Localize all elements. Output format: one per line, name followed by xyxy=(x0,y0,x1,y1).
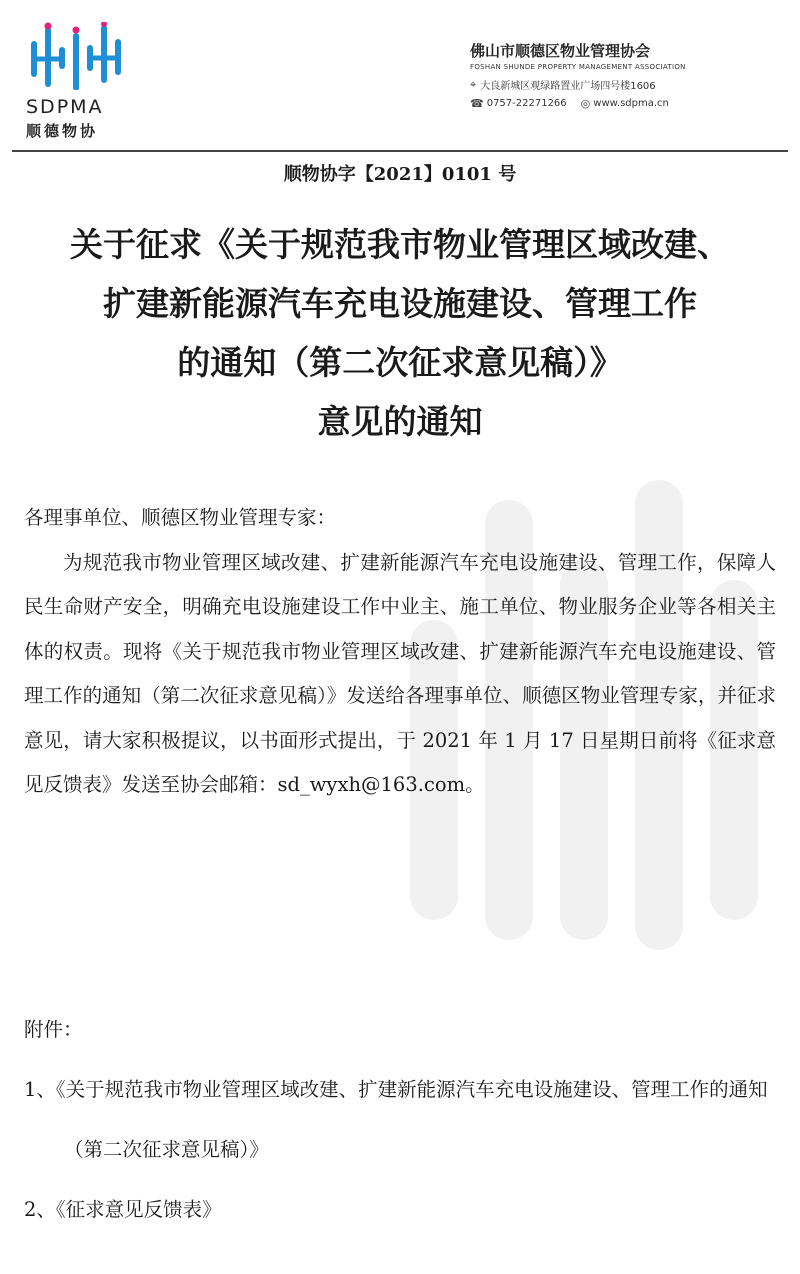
logo-chinese-name: 顺德物协 xyxy=(26,122,99,140)
location-pin-icon: ⌖ xyxy=(470,77,477,91)
org-address: 大良新城区观绿路置业广场四号楼1606 xyxy=(480,81,656,92)
title-line: 关于征求《关于规范我市物业管理区域改建、 xyxy=(70,225,730,264)
sdpma-logo xyxy=(26,22,126,141)
document-number: 顺物协字【2021】0101 号 xyxy=(283,164,517,185)
header-divider xyxy=(12,150,788,152)
org-name-chinese: 佛山市顺德区物业管理协会 xyxy=(470,42,651,60)
logo-abbreviation: SDPMA xyxy=(26,96,104,118)
sdpma-logo-mark xyxy=(26,22,126,90)
globe-icon: ◎ xyxy=(580,97,591,110)
document-title xyxy=(20,215,780,451)
body-paragraph: 为规范我市物业管理区域改建、扩建新能源汽车充电设施建设、管理工作，保障人民生命财产安全，明确充电设施建设工作中业主、施工单位、物业服务企业等各相关主体的权责。现将《关于规范我市物业管理区域改建、扩建新能源汽车充电设施建设、管理工作的通知（第二次征求意见稿）》发送给各理事单位、顺德区物业管理专家，并征求意见，请大家积极提议，以书面形式提出，于 2021 年 1 月 17 日星期日前将《征求意见反馈表》发送至协会邮箱：sd_wyxh@163.com。 xyxy=(24,550,776,796)
org-contact xyxy=(470,77,770,110)
title-line: 扩建新能源汽车充电设施建设、管理工作 xyxy=(103,284,697,323)
attachments-section xyxy=(24,1000,776,1240)
organization-info xyxy=(470,40,770,110)
document-body xyxy=(24,496,776,808)
org-phone: 0757-22271266 xyxy=(486,98,567,109)
attachment-item: 1、《关于规范我市物业管理区域改建、扩建新能源汽车充电设施建设、管理工作的通知（第二次征求意见稿）》 xyxy=(24,1078,768,1161)
phone-icon: ☎ xyxy=(470,97,484,110)
salutation: 各理事单位、顺德区物业管理专家： xyxy=(24,506,337,529)
attachments-label: 附件： xyxy=(24,1018,83,1041)
attachment-item: 2、《征求意见反馈表》 xyxy=(24,1198,222,1221)
org-name-english: FOSHAN SHUNDE PROPERTY MANAGEMENT ASSOCIATION xyxy=(470,63,686,71)
org-website: www.sdpma.cn xyxy=(593,98,669,109)
title-line: 意见的通知 xyxy=(317,402,483,441)
title-line: 的通知（第二次征求意见稿）》 xyxy=(177,343,623,382)
